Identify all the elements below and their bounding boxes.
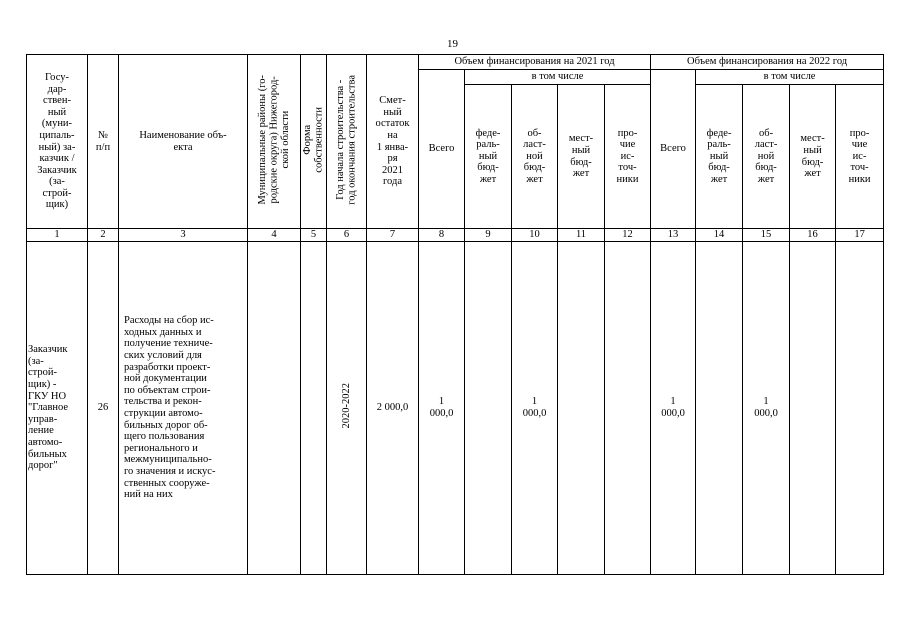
header-construction-years: [327, 55, 367, 229]
row-number: 26: [88, 242, 119, 575]
page-number: 19: [447, 38, 458, 50]
column-number: 17: [836, 229, 884, 242]
column-number: 10: [512, 229, 558, 242]
header-municipal-districts: [248, 55, 301, 229]
column-number: 4: [248, 229, 301, 242]
header-other-2022: про- чие ис- точ- ники: [836, 85, 884, 229]
header-number: № п/п: [88, 55, 119, 229]
column-number: 15: [743, 229, 790, 242]
header-local-2021: мест- ный бюд- жет: [558, 85, 605, 229]
header-regional-2021: об- ласт- ной бюд- жет: [512, 85, 558, 229]
row-local-2022: [790, 242, 836, 575]
header-local-2022: мест- ный бюд- жет: [790, 85, 836, 229]
row-federal-2022: [696, 242, 743, 575]
header-financing-2022: Объем финансирования на 2022 год: [651, 55, 884, 70]
header-ownership: [301, 55, 327, 229]
column-number: 1: [27, 229, 88, 242]
header-federal-2022: феде- раль- ный бюд- жет: [696, 85, 743, 229]
header-total-2022: Всего: [651, 70, 696, 229]
row-municipal: [248, 242, 301, 575]
column-number: 6: [327, 229, 367, 242]
row-total-2022: 1 000,0: [651, 242, 696, 575]
row-years: [327, 242, 367, 575]
row-local-2021: [558, 242, 605, 575]
header-estimated-remainder: Смет- ный остаток на 1 янва- ря 2021 года: [367, 55, 419, 229]
header-ownership-text: Форма собственности: [302, 106, 325, 173]
row-ownership: [301, 242, 327, 575]
column-number: 14: [696, 229, 743, 242]
row-estimated-remainder: 2 000,0: [367, 242, 419, 575]
header-customer: Госу- дар- ствен- ный (муни- ципаль- ный) за- казчик / Заказчик (за- строй- щик): [27, 55, 88, 229]
column-number: 2: [88, 229, 119, 242]
column-number: 12: [605, 229, 651, 242]
header-other-2021: про- чие ис- точ- ники: [605, 85, 651, 229]
row-other-2022: [836, 242, 884, 575]
header-object-name: Наименование объ- екта: [119, 55, 248, 229]
row-total-2021: 1 000,0: [419, 242, 465, 575]
financing-table: [26, 54, 884, 575]
row-regional-2022: 1 000,0: [743, 242, 790, 575]
header-years-text: Год начала строительства - год окончания строительства: [334, 74, 358, 205]
column-number: 3: [119, 229, 248, 242]
column-number: 11: [558, 229, 605, 242]
row-object-name: Расходы на сбор ис- ходных данных и получение техниче- ских условий для разработки проект- ной документации по объектам строи- тельства и рекон- струкции автомо- бильных дорог об- щего пользования регионального и межмуниципально- го значения и искус- ственных сооруже- ний на них: [119, 242, 248, 575]
header-total-2021: Всего: [419, 70, 465, 229]
row-other-2021: [605, 242, 651, 575]
header-financing-2021: Объем финансирования на 2021 год: [419, 55, 651, 70]
table-row: [27, 242, 884, 575]
row-years-text: 2020-2022: [340, 383, 352, 429]
header-municipal-text: Муниципальные районы (го- родские округа) Нижегород- ской области: [256, 74, 291, 205]
header-regional-2022: об- ласт- ной бюд- жет: [743, 85, 790, 229]
header-federal-2021: феде- раль- ный бюд- жет: [465, 85, 512, 229]
column-number: 8: [419, 229, 465, 242]
row-regional-2021: 1 000,0: [512, 242, 558, 575]
column-number: 7: [367, 229, 419, 242]
column-number: 13: [651, 229, 696, 242]
row-customer: Заказчик (за- строй- щик) - ГКУ НО "Главное управ- ление автомо- бильных дорог": [27, 242, 88, 575]
column-numbers-row: [27, 229, 884, 242]
header-including-2022: в том числе: [696, 70, 884, 85]
row-federal-2021: [465, 242, 512, 575]
header-including-2021: в том числе: [465, 70, 651, 85]
column-number: 16: [790, 229, 836, 242]
column-number: 9: [465, 229, 512, 242]
column-number: 5: [301, 229, 327, 242]
